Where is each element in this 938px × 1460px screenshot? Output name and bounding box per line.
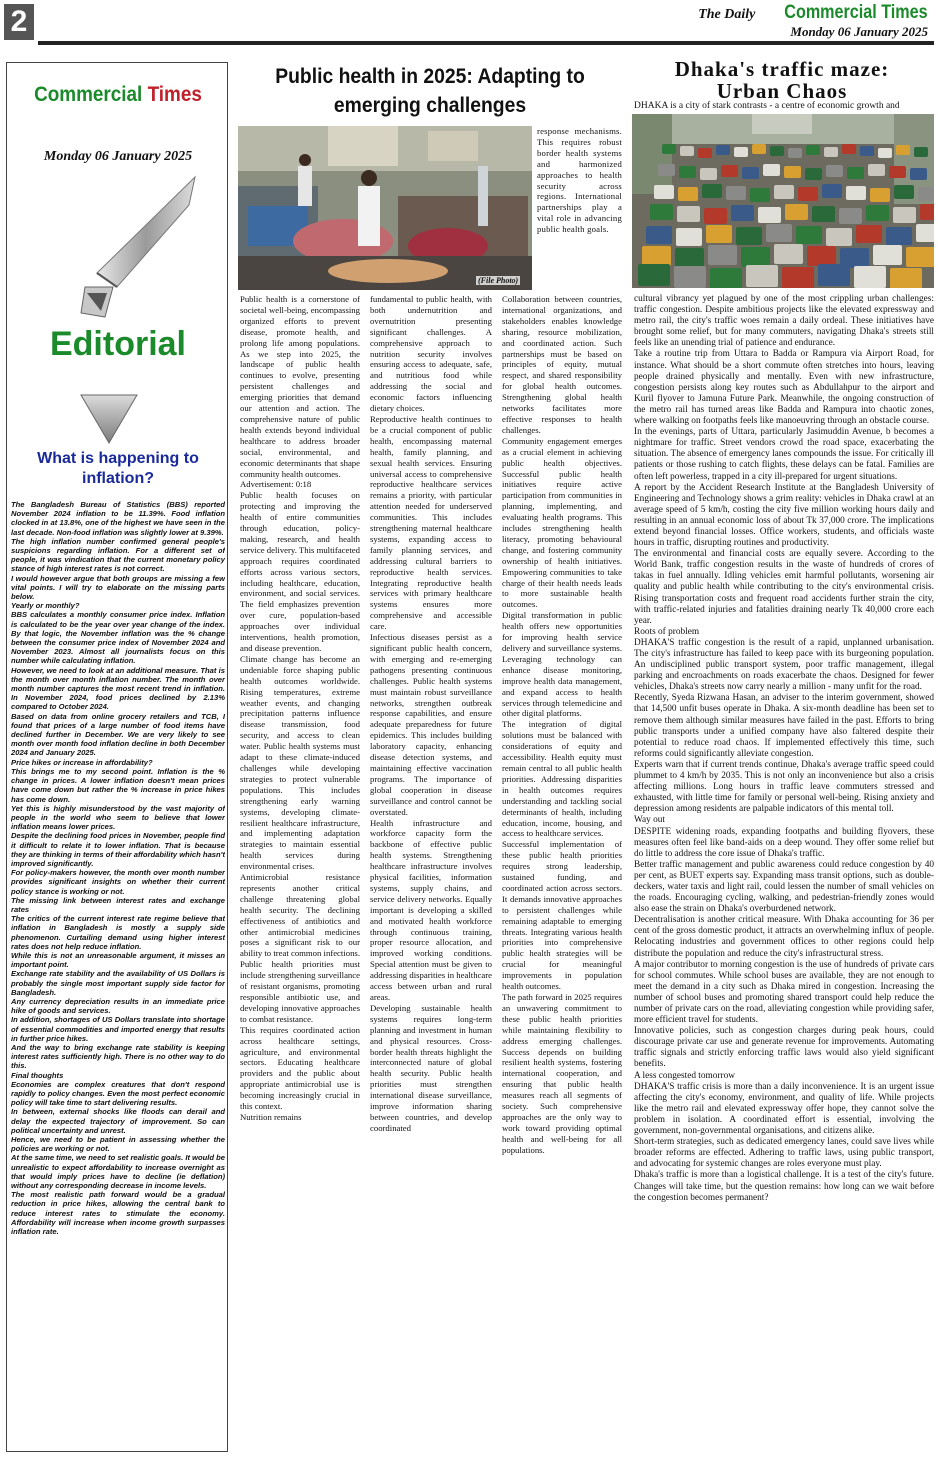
article-column-1 bbox=[240, 294, 360, 1450]
paragraph: In addition, shortages of US Dollars translate into shortage of essential commodities and imported energy that results in further price hikes. bbox=[11, 1015, 225, 1043]
page-number: 2 bbox=[4, 4, 34, 40]
paragraph: The missing link between interest rates and exchange rates bbox=[11, 895, 225, 914]
paragraph: DHAKA'S traffic crisis is more than a daily inconvenience. It is an urgent issue affecting the city's economy, environment, and quality of life. While projects like the metro rail and elevated expressway offer hope, they cannot solve the problem in isolation. A coordinated effort is essential, involving the government, non-governmental organisations, and citizens alike. bbox=[634, 1081, 934, 1137]
headline-line-1: Dhaka's traffic maze: bbox=[674, 57, 890, 81]
sidebar-logo-times: Times bbox=[147, 83, 202, 106]
paragraph: And the way to bring exchange rate stability is keeping interest rates sufficiently high. There is no other way to do this. bbox=[11, 1042, 225, 1071]
paragraph: Price hikes or increase in affordability? bbox=[11, 757, 153, 767]
paragraph: The critics of the current interest rate regime believe that inflation in Bangladesh is mostly a supply side phenomenon. Curtailing demand using higher interest rates does not help reduce inflation. bbox=[11, 914, 225, 951]
sidebar-date: Monday 06 January 2025 bbox=[43, 149, 193, 164]
masthead-date: Monday 06 January 2025 bbox=[790, 24, 928, 39]
paragraph: While this is not an unreasonable argument, it misses an important point. bbox=[11, 950, 225, 970]
paragraph: Recently, Syeda Rizwana Hasan, an adviser to the interim government, showed that 14,500 unfit buses operate in Dhaka. A six-month deadline has been set to remove them although similar measures have failed in the past. Efforts to bring public transports under a unified company have also faltered despite their potential to reduce road chaos. If implemented effectively this time, such reforms could significantly alleviate congestion. bbox=[634, 693, 934, 759]
paragraph: cultural vibrancy yet plagued by one of the most crippling urban challenges: traffic congestion. Despite ambitious projects like the elevated expressway and metro rail, the city's traffic woes remain a daily ordeal. These initiatives have brought some relief, but for many commuters, navigating Dhaka's streets still feels like an unending trial of patience and endurance. bbox=[634, 294, 934, 349]
paragraph: However, we need to look at an additional measure. That is the month over month inflation number. The month over month number captures the most recent trend in inflation. In November 2024, food prices declined by 2.13% compared to October 2024. bbox=[11, 665, 225, 712]
editorial-sidebar bbox=[6, 62, 228, 1452]
paragraph: Innovative policies, such as congestion charges during peak hours, could discourage private car use and generate revenue for improvements. Automating traffic signals and strictly enforcing traffic laws would also yield significant benefits. bbox=[634, 1026, 934, 1070]
paragraph: Digital transformation in public health offers new opportunities for improving health service delivery and surveillance systems. Leveraging technology can enhance disease monitoring, improve health data management, and expand access to health services through telemedicine and other digital platforms. bbox=[502, 610, 622, 719]
paragraph: DESPITE widening roads, expanding footpaths and building flyovers, these measures often feel like band-aids on a deep wound. They offer some relief but do little to address the core issue of Dhaka's traffic. bbox=[634, 826, 934, 859]
paragraph: The environmental and financial costs are equally severe. According to the World Bank, traffic congestion results in the waste of hundreds of crores of takas in fuel annually. Idling vehicles emit harmful pollutants, worsening air quality and public health while contributing to the city's environmental crisis. Rising transportation costs and frequent road accidents further strain the city, with traffic-related injuries and fatalities draining nearly Tk 40,000 crore each year. bbox=[634, 549, 934, 626]
paragraph: The path forward in 2025 requires an unwavering commitment to these public health priorities while maintaining flexibility to address emerging challenges. Success depends on building resilient health systems, fostering international cooperation, and ensuring that public health measures reach all segments of society. Such comprehensive approaches are the only way to work toward providing optimal health and well-being for all populations. bbox=[502, 992, 622, 1155]
paragraph: Reproductive health continues to be a crucial component of public health, encompassing maternal health, family planning, and sexual health services. Ensuring universal access to comprehensive reproductive healthcare services remains a priority, with particular attention needed for underserved communities. This includes strengthening maternal healthcare systems, expanding access to family planning services, and addressing cultural barriers to reproductive health services. Integrating reproductive health services with primary healthcare systems ensures more comprehensive and accessible care. bbox=[370, 413, 492, 632]
paragraph: At the same time, we need to set realistic goals. It would be unrealistic to expect affordability to increase overnight as that would imply prices have to decline (ie deflation) without any corresponding decrease in income levels. bbox=[11, 1153, 225, 1191]
paragraph: Any currency depreciation results in an immediate price hike of goods and services. bbox=[11, 996, 225, 1016]
paragraph: Based on data from online grocery retailers and TCB, I found that prices of a large number of food items have declined further in December. We are very likely to see month over month food inflation decline in both December 2024 and January 2025. bbox=[11, 711, 225, 758]
paragraph: Roots of problem bbox=[634, 626, 700, 637]
traffic-jam-photo bbox=[632, 114, 934, 288]
paragraph: BBS calculates a monthly consumer price index. Inflation is calculated to be the year over year change of the index. By that logic, the November inflation was the % change between the consumer price index of November 2024 and November 2023. Almost all journalists focus on this number while calculating inflation. bbox=[11, 610, 225, 666]
paragraph: For policy-makers however, the month over month number provides significant insights on whether their current policy stance is working or not. bbox=[11, 868, 225, 896]
paragraph: Yet this is highly misunderstood by the vast majority of people in the world who seem to believe that lower inflation means lower prices. bbox=[11, 803, 225, 832]
paragraph: Experts warn that if current trends continue, Dhaka's average traffic speed could plummet to 4 km/h by 2035. This is not only an inconvenience but also a crisis affecting millions. Long hours in traffic leave commuters stressed and exhausted, with little time for family or personal well-being. Rising anxiety and depression among residents are palpable indicators of this mental toll. bbox=[634, 759, 934, 815]
paragraph: Dhaka's traffic is more than a logistical challenge. It is a test of the city's future. Changes will take time, but the question remains: how long can we wait before the congestion becomes permanent? bbox=[634, 1170, 934, 1203]
paragraph: A report by the Accident Research Institute at the Bangladesh University of Engineering and Technology shows a grim reality: vehicles in Dhaka crawl at an average speed of 5 km/h, costing the city five million working hours daily and resulting in an annual economic loss of about Tk 37,000 crore. The implications extend beyond financial losses. Office workers, students, and officials waste hours in traffic, disrupting routines and productivity. bbox=[634, 482, 934, 549]
article-column-3 bbox=[502, 294, 622, 1450]
paragraph: In the evenings, parts of Uttara, particularly Jasimuddin Avenue, b becomes a nightmare for traffic. Street vendors crowd the road space, exacerbating the situation. The absence of emergency lanes compounds the issue. For critically ill patients or those rushing to catch flights, these delays can be fatal. Families are often left powerless, trapped in a city ill-prepared for urgent situations. bbox=[634, 427, 934, 482]
paragraph: The Bangladesh Bureau of Statistics (BBS) reported November 2024 inflation to be 11.39%. Food inflation clocked in at 13.8%, one of the highest we have seen in the last decade. Non-food inflation was slightly lower at 9.39%. bbox=[11, 500, 225, 537]
editorial-body bbox=[11, 500, 225, 1450]
paragraph: Decentralisation is another critical measure. With Dhaka accounting for 36 per cent of the gross domestic product, it attracts an overwhelming influx of people. Relocating industries and government offices to other regions could help distribute the population and reduce the city's infrastructural stress. bbox=[634, 915, 934, 959]
paragraph: Public health is a cornerstone of societal well-being, encompassing organized efforts to prevent disease, promote health, and prolong life among populations. As we step into 2025, the landscape of public health continues to evolve, presenting persistent challenges and emerging priorities that demand our attention and action. The comprehensive nature of public health extends beyond individual healthcare to address broader social, environmental, and economic determinants that shape community health outcomes. bbox=[240, 294, 360, 479]
paragraph: Infectious diseases persist as a significant public health concern, with emerging and re-emerging pathogens presenting continuous challenges. Public health systems must maintain robust surveillance networks, strengthen outbreak response capabilities, and ensure adequate preparedness for future epidemics. This includes building laboratory capacity, enhancing disease detection systems, and maintaining effective vaccination programs. The importance of global cooperation in disease surveillance and control cannot be overstated. bbox=[370, 632, 492, 817]
masthead-rule bbox=[38, 41, 934, 45]
paragraph: DHAKA'S traffic congestion is the result of a rapid, unplanned urbanisation. The city's infrastructure has failed to keep pace with its burgeoning population. An undisciplined public transport system, poor traffic management, illegal parking and encroachments on roads exacerbate the chaos. Designed for fewer vehicles, Dhaka's streets now carry nearly a million - many unfit for the road. bbox=[634, 637, 934, 693]
section-title: Editorial bbox=[49, 325, 187, 363]
paragraph: Take a routine trip from Uttara to Badda or Rampura via Airport Road, for instance. What should be a short commute often stretches into hours, leaving people drained physically and mentally. Even with new infrastructure, congestion persists along key routes such as Abdullahpur to the airport and Kuril flyover to Jamuna Future Park. Meanwhile, the ongoing construction of the metro rail has turned areas like Badda and Rampura into chaotic zones, where walking on footpaths feels like manoeuvring through an obstacle course. bbox=[634, 349, 934, 427]
article-headline-dhaka-traffic bbox=[632, 58, 932, 102]
paragraph: The most realistic path forward would be a gradual reduction in price hikes, allowing the central bank to reduce interest rates to stimulate the economy. Affordability will increase when income growth surpasses inflation rate. bbox=[11, 1190, 225, 1237]
paragraph: Economies are complex creatures that don't respond rapidly to policy changes. Even the most perfect economic policy will take time to start delivering results. bbox=[11, 1079, 225, 1108]
paragraph: Health infrastructure and workforce capacity form the backbone of effective public health systems. Strengthening healthcare infrastructure involves physical facilities, information systems, supply chains, and service delivery networks. Equally important is developing a skilled and motivated health workforce through continuous training, proper resource allocation, and improved working conditions. Special attention must be given to addressing disparities in healthcare access between urban and rural areas. bbox=[370, 817, 492, 1002]
paragraph: Better traffic management and public awareness could reduce congestion by 40 per cent, as BUET experts say. Expanding mass transit options, such as double-deckers, water taxis and light rail, could lessen the number of small vehicles on the roads. Encouraging cycling, walking, and pedestrian-friendly zones would also ease the strain on Dhaka's overburdened network. bbox=[634, 859, 934, 915]
paragraph: fundamental to public health, with both undernutrition and overnutrition presenting significant challenges. A comprehensive approach to nutrition security involves ensuring access to adequate, safe, and nutritious food while addressing the social and economic factors influencing dietary choices. bbox=[370, 294, 492, 414]
paragraph: Short-term strategies, such as dedicated emergency lanes, could save lives while broader reforms are effected. Adhering to traffic laws, using public transport, and advocating for systemic changes are roles everyone must play. bbox=[634, 1137, 934, 1170]
paragraph: A less congested tomorrow bbox=[634, 1070, 735, 1081]
paragraph: Developing sustainable health systems requires long-term planning and investment in human and physical resources. Cross-border health threats highlight the interconnected nature of global health security. Public health priorities must strengthen international disease surveillance, improve information sharing between countries, and develop coordinated bbox=[370, 1002, 492, 1133]
paragraph: The high inflation number confirmed general people's suspicions regarding inflation. For a different set of people, it was vindication that the current monetary policy stance of high interest rates is not correct. bbox=[11, 536, 225, 574]
paragraph: This brings me to my second point. Inflation is the % change in prices. A lower inflation doesn't mean prices have come down but rather the % increase in price hikes has come down. bbox=[11, 766, 225, 804]
paragraph: This requires coordinated action across healthcare settings, agriculture, and environmental sectors. Educating healthcare providers and the public about appropriate antimicrobial use is becoming increasingly crucial in this context. bbox=[240, 1024, 360, 1112]
down-arrow-icon bbox=[79, 393, 139, 445]
paragraph: Hence, we need to be patient in assessing whether the policies are working or not. bbox=[11, 1135, 225, 1154]
fountain-pen-icon bbox=[77, 175, 197, 325]
headline-line-2: Urban Chaos bbox=[716, 79, 848, 103]
editorial-headline: What is happening to inflation? bbox=[37, 450, 199, 487]
paragraph: Despite the declining food prices in November, people find it difficult to relate it to lower inflation. That is because they are thinking in terms of their affordability which hasn't improved significantly. bbox=[11, 831, 225, 868]
masthead bbox=[698, 2, 928, 24]
paragraph: Climate change has become an undeniable force shaping public health outcomes worldwide. Rising temperatures, extreme weather events, and changing precipitation patterns influence disease transmission, food security, and access to clean water. Public health systems must adapt to these climate-induced challenges while developing strategies to protect vulnerable populations. This includes strengthening early warning systems, developing climate-resilient healthcare infrastructure, and implementing adaptation strategies to maintain essential health services during environmental crises. bbox=[240, 653, 360, 872]
paragraph: In between, external shocks like floods can derail and delay the expected trajectory of improvement. So can political uncertainty and unrest. bbox=[11, 1107, 225, 1135]
paragraph: Collaboration between countries, international organizations, and stakeholders enables knowledge sharing, resource mobilization, and coordinated action. Such partnerships must be based on principles of equity, mutual respect, and shared responsibility for global health outcomes. Strengthening global health networks facilitates more effective responses to health challenges. bbox=[502, 294, 622, 435]
paragraph: Yearly or monthly? bbox=[11, 601, 80, 611]
paragraph: The integration of digital solutions must be balanced with considerations of equity and accessibility. Health equity must remain central to all public health priorities. Addressing disparities in health outcomes requires understanding and tackling social determinants of health, including education, income, housing, and access to healthcare services. bbox=[502, 719, 622, 839]
paragraph: Community engagement emerges as a crucial element in achieving public health objectives. Successful public health initiatives require active participation from communities in planning, implementing, and evaluating health programs. This includes strengthening health literacy, promoting behavioural change, and fostering community ownership of health initiatives. Empowering communities to take charge of their health needs leads to more sustainable health outcomes. bbox=[502, 435, 622, 610]
hospital-ward-photo bbox=[238, 126, 532, 290]
paragraph: Exchange rate stability and the availability of US Dollars is probably the single most important supply side factor for Bangladesh. bbox=[11, 969, 225, 997]
masthead-name: Commercial Times bbox=[784, 2, 928, 23]
sidebar-logo bbox=[18, 83, 218, 107]
paragraph: Nutrition remains bbox=[240, 1111, 302, 1122]
paragraph: Successful implementation of these public health priorities requires strong leadership, sustained funding, and coordinated action across sectors. It demands innovative approaches to persistent challenges while remaining adaptable to emerging threats. Integrating various health priorities into comprehensive public health strategies will be crucial for meaningful improvements in population health outcomes. bbox=[502, 839, 622, 992]
paragraph: A major contributor to morning congestion is the use of hundreds of private cars for school commutes. While school buses are available, they are not enough to meet the demand in a city such as Dhaka mired in congestion. Increasing the number of school buses and promoting shared transport could help reduce the number of private cars on the road, alleviating congestion while providing safer, more efficient travel for students. bbox=[634, 959, 934, 1026]
paragraph: Advertisement: 0:18 bbox=[240, 479, 312, 490]
article-body-dhaka-traffic bbox=[634, 294, 934, 1454]
paragraph: Antimicrobial resistance represents another critical challenge threatening global health security. The declining effectiveness of antibiotics and other antimicrobial medicines poses a significant risk to our ability to treat common infections. Public health priorities must include strengthening surveillance of resistant organisms, promoting responsible antibiotic use, and developing innovative approaches to combat resistance. bbox=[240, 872, 360, 1024]
article-column-2 bbox=[370, 294, 492, 1450]
paragraph: I would however argue that both groups are missing a few vital points. I will try to elaborate on the missing parts below. bbox=[11, 573, 225, 602]
paragraph: Public health focuses on protecting and improving the health of entire communities through education, policy-making, research, and health service delivery. This multifaceted approach requires coordinated efforts across various sectors, including healthcare, education, environment, and social services. The field emphasizes prevention over cure, population-based approaches over individual interventions, health promotion, and disease prevention. bbox=[240, 490, 360, 653]
paragraph: Final thoughts bbox=[11, 1070, 64, 1080]
article-headline-public-health: Public health in 2025: Adapting to emerging challenges bbox=[275, 65, 585, 117]
photo-credit: (File Photo) bbox=[478, 276, 519, 285]
article-column-3-top: response mechanisms. This requires robust border health systems and harmonized approaches to health security across regions. International partnerships play a vital role in advancing public health goals. bbox=[537, 126, 622, 235]
paragraph: Way out bbox=[634, 815, 666, 826]
sidebar-logo-commercial: Commercial bbox=[34, 83, 143, 106]
article-lead: DHAKA is a city of stark contrasts - a centre of economic growth and bbox=[634, 101, 900, 111]
masthead-the-daily: The Daily bbox=[698, 7, 756, 22]
